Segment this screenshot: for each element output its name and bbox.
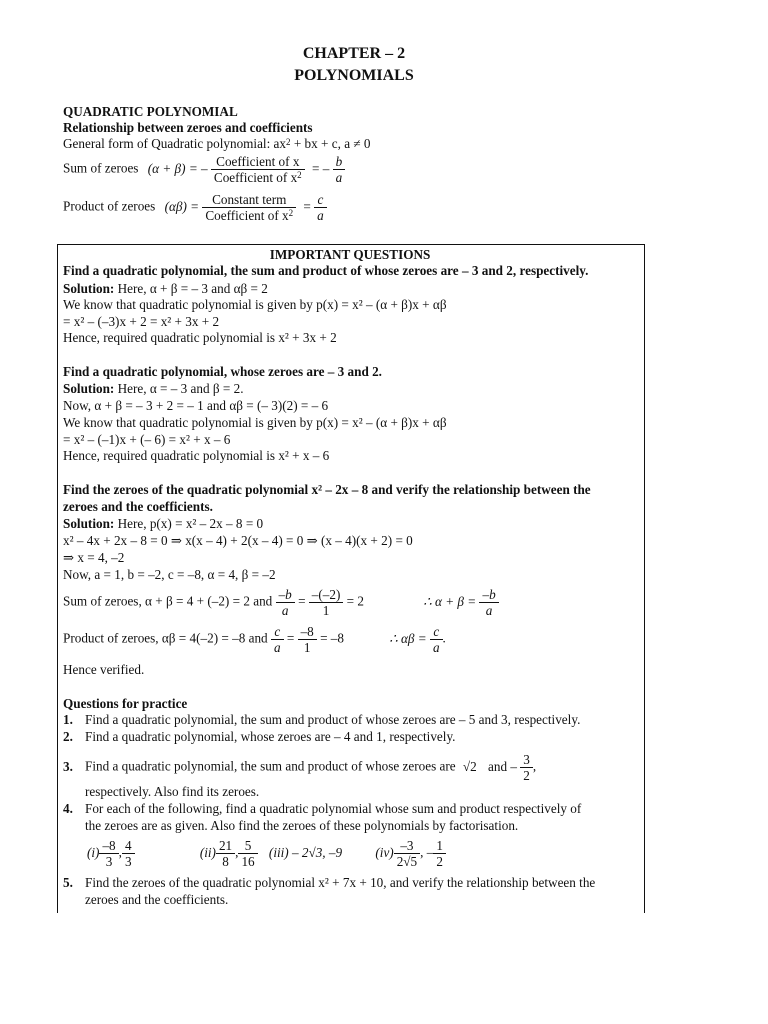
general-form-suffix: + bx + c, a ≠ 0 — [290, 136, 371, 151]
q3-sum-text: Sum of zeroes, α + β = 4 + (–2) = 2 and — [63, 593, 273, 609]
q2-line5: Hence, required quadratic polynomial is x² + x – 6 — [63, 448, 330, 463]
p3-root: √2 — [462, 758, 477, 774]
q2-question: Find a quadratic polynomial, whose zeroes are – 3 and 2. — [63, 364, 382, 379]
q3-line4: Now, a = 1, b = –2, c = –8, α = 4, β = –2 — [63, 567, 276, 582]
practice-q4: 4. For each of the following, find a quadratic polynomial whose sum and product respectively of — [63, 801, 582, 816]
q3-sum-therefore: ∴ α + β = — [423, 593, 477, 609]
q3-product-text: Product of zeroes, αβ = 4(–2) = –8 and — [63, 630, 268, 646]
practice-heading: Questions for practice — [63, 696, 188, 711]
q1-question: Find a quadratic polynomial, the sum and product of whose zeroes are – 3 and 2, respectively. — [63, 263, 589, 278]
q3-sum-frac3: $\frac{-b}{a}$ — [479, 587, 498, 618]
sum-lhs: (α + β) = – — [147, 160, 208, 176]
practice-q1: 1. Find a quadratic polynomial, the sum and product of whose zeroes are – 5 and 3, respectively. — [63, 712, 581, 727]
product-of-zeroes-formula — [63, 192, 327, 223]
q3-verified: Hence verified. — [63, 662, 145, 677]
sum-of-zeroes-formula — [63, 154, 345, 185]
q3-question-a: Find the zeroes of the quadratic polynomial x² – 2x – 8 and verify the relationship between the — [63, 482, 591, 497]
q3-line3: ⇒ x = 4, –2 — [63, 550, 125, 565]
sum-label: Sum of zeroes — [63, 160, 139, 176]
section-heading: QUADRATIC POLYNOMIAL — [63, 104, 238, 119]
q3-sum-frac1: $\frac{-b}{a}$ — [276, 587, 295, 618]
q2-line2: Now, α + β = – 3 + 2 = – 1 and αβ = (– 3)(2) = – 6 — [63, 398, 329, 413]
q3-sum-line: Sum of zeroes, α + β = 4 + (–2) = 2 and $\frac{-b}{a}$ = $\frac{-(-2)}{1}$ = 2 ∴ α + β = $\frac{-b}{a}$ — [63, 587, 499, 618]
q2-solution: Solution: Here, α = – 3 and β = 2. — [63, 381, 244, 396]
sum-equals: = – — [311, 160, 330, 176]
sum-denominator: Coefficient of x — [213, 170, 298, 185]
practice-q4-parts: (i) $\frac{-8}{3}$ , $\frac{4}{3}$ (ii) $\frac{21}{8}$ , $\frac{5}{16}$ (iii) – 2√3, –9 (iv) $\frac{-3}{2√5}$ , – $\frac{1}{2}$ — [85, 838, 446, 869]
sum-numerator: Coefficient of x — [216, 154, 300, 169]
q3-product-therefore: ∴ αβ = — [389, 630, 427, 646]
q1-solution: Solution: Here, α + β = – 3 and αβ = 2 — [63, 281, 268, 296]
practice-q5: 5. Find the zeroes of the quadratic polynomial x² + 7x + 10, and verify the relationship between the — [63, 875, 596, 890]
product-numerator: Constant term — [212, 192, 287, 207]
q3-product-line: Product of zeroes, αβ = 4(–2) = –8 and $\frac{c}{a}$ = $\frac{-8}{1}$ = –8 ∴ αβ = $\frac{c}{a}$ . — [63, 624, 446, 655]
q3-prod-frac1: $\frac{c}{a}$ — [271, 624, 284, 655]
product-label: Product of zeroes — [63, 198, 156, 214]
sum-fraction: $\frac{\text{Coefficient of x}}{Coefficient of x^2}$ — [211, 154, 305, 185]
practice-q4-b: the zeroes are as given. Also find the zeroes of these polynomials by factorisation. — [85, 818, 519, 833]
q3-solution: Solution: Here, p(x) = x² – 2x – 8 = 0 — [63, 516, 264, 531]
general-form-prefix: General form of Quadratic polynomial: ax — [63, 136, 287, 151]
product-denominator: Coefficient of x — [205, 208, 289, 223]
practice-q3-b: respectively. Also find its zeroes. — [85, 784, 260, 799]
important-heading: IMPORTANT QUESTIONS — [269, 247, 431, 262]
q1-line3: = x² – (–3)x + 2 = x² + 3x + 2 — [63, 314, 220, 329]
q1-line2: We know that quadratic polynomial is given by p(x) = x² – (α + β)x + αβ — [63, 297, 447, 312]
q3-question-b: zeroes and the coefficients. — [63, 499, 213, 514]
product-fraction: $\frac{\text{Constant term}}{Coefficient of x^2}$ — [202, 192, 296, 223]
q3-prod-frac2: $\frac{-8}{1}$ — [298, 624, 317, 655]
section-subheading: Relationship between zeroes and coefficients — [63, 120, 313, 135]
q1-line4: Hence, required quadratic polynomial is x² + 3x + 2 — [63, 330, 337, 345]
practice-q2: 2. Find a quadratic polynomial, whose zeroes are – 4 and 1, respectively. — [63, 729, 456, 744]
product-equals: = — [303, 198, 311, 214]
q3-sum-frac2: $\frac{-(-2)}{1}$ — [309, 587, 344, 618]
chapter-title: CHAPTER – 2 — [302, 45, 406, 62]
subject-title: POLYNOMIALS — [294, 67, 414, 84]
practice-q3: 3. Find a quadratic polynomial, the sum and product of whose zeroes are √2 and – $\frac{3}{2}$ , — [63, 752, 537, 783]
p3-fraction: $\frac{3}{2}$ — [520, 752, 533, 783]
q3-line2: x² – 4x + 2x – 8 = 0 ⇒ x(x – 4) + 2(x – 4) = 0 ⇒ (x – 4)(x + 2) = 0 — [63, 533, 413, 548]
product-lhs: (αβ) = — [164, 198, 200, 214]
sum-b-over-a: $\frac{b}{a}$ — [333, 154, 346, 185]
general-form: General form of Quadratic polynomial: $ax^2$ + bx + c, a ≠ 0 — [63, 136, 371, 151]
product-c-over-a: $\frac{c}{a}$ — [314, 192, 327, 223]
q3-prod-frac3: $\frac{c}{a}$ — [430, 624, 443, 655]
q2-line3: We know that quadratic polynomial is given by p(x) = x² – (α + β)x + αβ — [63, 415, 447, 430]
practice-q5-b: zeroes and the coefficients. — [85, 892, 229, 907]
q2-line4: = x² – (–1)x + (– 6) = x² + x – 6 — [63, 432, 231, 447]
